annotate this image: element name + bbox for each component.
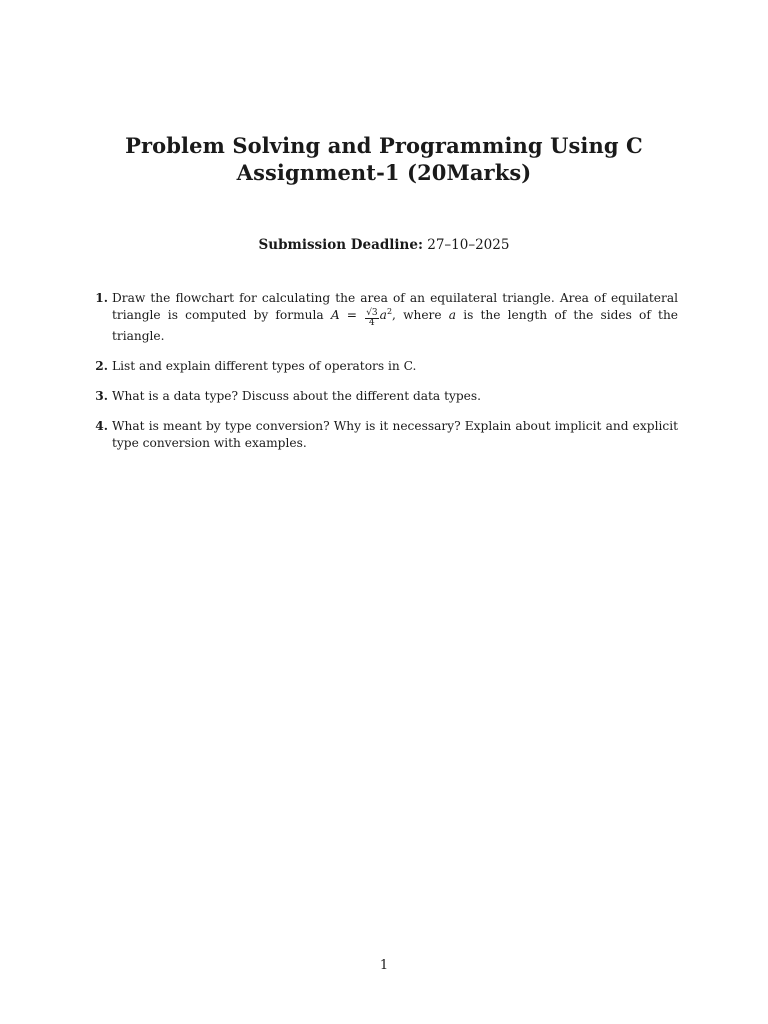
assignment-title: Assignment-1 (20Marks) — [236, 160, 532, 185]
question-3 — [88, 388, 678, 405]
text-variable: a — [448, 308, 457, 322]
question-4 — [88, 418, 678, 452]
question-list — [88, 290, 678, 452]
formula-fraction — [365, 309, 378, 328]
question-number: 4. — [95, 419, 108, 433]
fraction-numerator: √3 — [366, 308, 378, 318]
question-2 — [88, 358, 678, 375]
question-number: 3. — [95, 389, 108, 403]
question-text: What is a data type? Discuss about the different data types. — [112, 389, 481, 403]
page-number: 1 — [379, 958, 389, 973]
question-text: Draw the flowchart for calculating the area of an equilateral triangle. Area of equilateral triangle is computed by formula — [112, 291, 678, 322]
question-text-cont: , where — [392, 308, 449, 322]
fraction-denominator: 4 — [369, 318, 375, 328]
question-number: 2. — [95, 359, 108, 373]
formula-lhs: A = — [330, 308, 358, 322]
question-text: List and explain different types of operators in C. — [112, 359, 417, 373]
formula-variable: a — [379, 308, 387, 322]
question-text-end: is the length of the sides of the triangle. — [112, 308, 679, 343]
question-text: What is meant by type conversion? Why is it necessary? Explain about implicit and explicit type conversion with examples. — [112, 419, 678, 450]
document-title: Problem Solving and Programming Using C — [125, 133, 643, 158]
question-1 — [88, 290, 678, 345]
deadline-label: Submission Deadline: — [258, 237, 423, 253]
question-number: 1. — [95, 291, 108, 305]
submission-deadline — [0, 236, 768, 254]
formula-exponent: 2 — [386, 306, 393, 316]
deadline-date: 27–10–2025 — [427, 237, 510, 253]
